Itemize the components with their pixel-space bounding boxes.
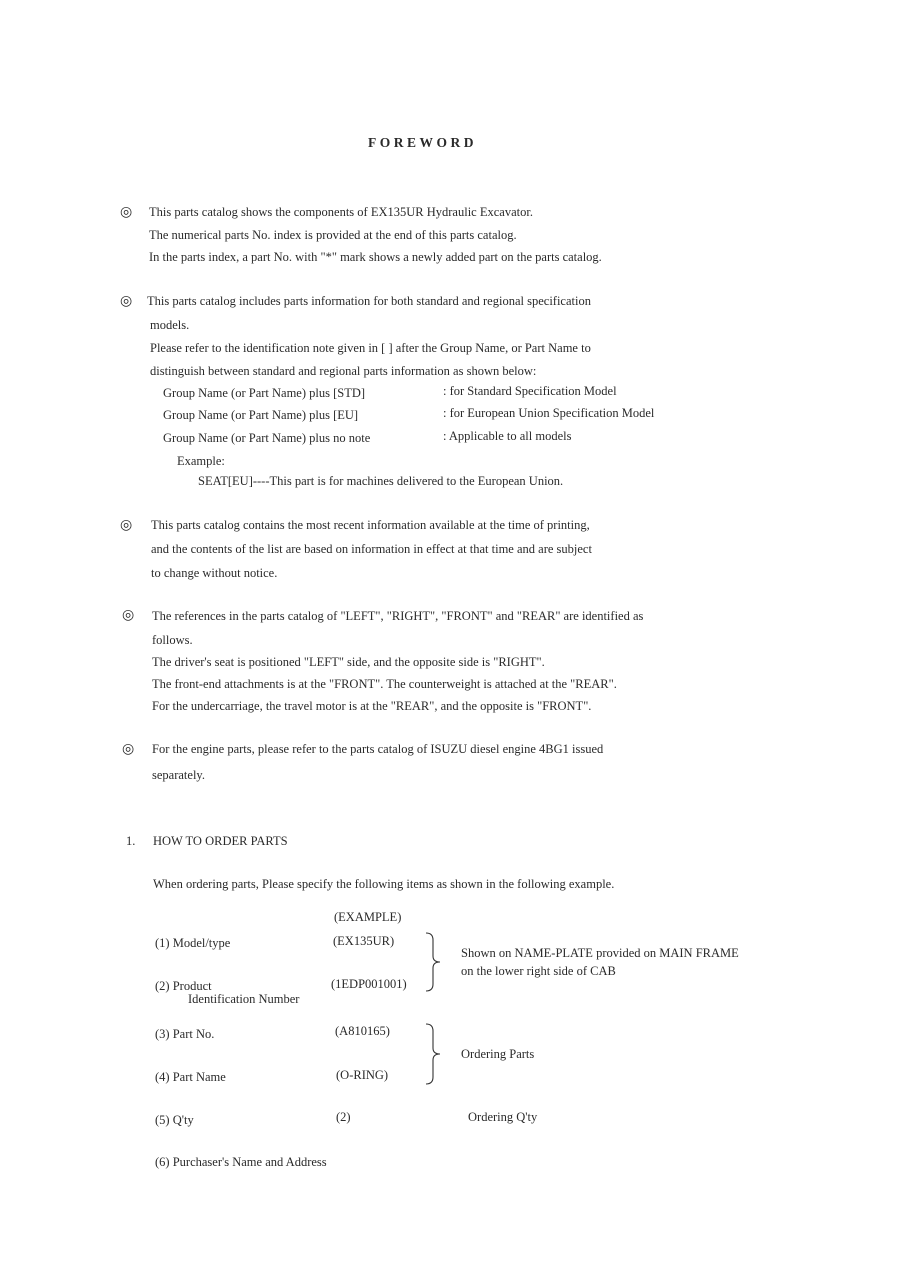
bullet-icon: ◎ [122, 607, 135, 623]
section-1-line-1: This parts catalog shows the components of EX135UR Hydraulic Excavator. [149, 205, 533, 219]
order-item-value: (O-RING) [336, 1068, 389, 1082]
order-item-value: (A810165) [335, 1024, 390, 1038]
section-2-line-1: This parts catalog includes parts information for both standard and regional specification [147, 294, 591, 308]
spec-row-desc: : for Standard Specification Model [443, 384, 617, 398]
nameplate-note-line-2: on the lower right side of CAB [461, 964, 616, 978]
spec-row-label: Group Name (or Part Name) plus no note [163, 431, 371, 445]
section-4-line-4: The front-end attachments is at the "FRONT". The counterweight is attached at the "REAR". [152, 677, 617, 691]
section-2-line-3: Please refer to the identification note given in [ ] after the Group Name, or Part Name to [150, 341, 591, 355]
order-item-value: (1EDP001001) [331, 977, 407, 991]
spec-row-label: Group Name (or Part Name) plus [EU] [163, 408, 359, 422]
section-3-line-3: to change without notice. [151, 566, 278, 580]
page-title: FOREWORD [368, 135, 477, 150]
order-item-label: (3) Part No. [155, 1027, 215, 1041]
section-2-line-4: distinguish between standard and regional parts information as shown below: [150, 364, 537, 378]
section-4-line-5: For the undercarriage, the travel motor is at the "REAR", and the opposite is "FRONT". [152, 699, 592, 713]
order-item-value: (2) [336, 1110, 351, 1124]
bullet-icon: ◎ [122, 741, 135, 757]
section-heading: HOW TO ORDER PARTS [153, 834, 288, 848]
order-item-label: (2) Product [155, 979, 212, 993]
bullet-icon: ◎ [120, 293, 133, 309]
section-5-line-1: For the engine parts, please refer to the parts catalog of ISUZU diesel engine 4BG1 issued [152, 742, 604, 756]
section-3-line-1: This parts catalog contains the most recent information available at the time of printing, [151, 518, 590, 532]
section-2-line-2: models. [150, 318, 190, 332]
ordering-qty-note: Ordering Q'ty [468, 1110, 538, 1124]
spec-row-desc: : Applicable to all models [443, 429, 572, 443]
section-3-line-2: and the contents of the list are based on information in effect at that time and are subject [151, 542, 592, 556]
bullet-icon: ◎ [120, 517, 133, 533]
section-1-line-3: In the parts index, a part No. with "*" mark shows a newly added part on the parts catalog. [149, 250, 602, 264]
section-1-line-2: The numerical parts No. index is provided at the end of this parts catalog. [149, 228, 517, 242]
example-text: SEAT[EU]----This part is for machines delivered to the European Union. [198, 474, 564, 488]
nameplate-note-line-1: Shown on NAME-PLATE provided on MAIN FRAME [461, 946, 739, 960]
example-label: Example: [177, 454, 225, 468]
ordering-parts-note: Ordering Parts [461, 1047, 535, 1061]
order-item-label: (6) Purchaser's Name and Address [155, 1155, 327, 1169]
example-header: (EXAMPLE) [334, 910, 402, 924]
spec-row-desc: : for European Union Specification Model [443, 406, 655, 420]
section-4-line-1: The references in the parts catalog of "LEFT", "RIGHT", "FRONT" and "REAR" are identified as [152, 609, 644, 623]
brace-icon [424, 932, 444, 992]
order-item-label: (4) Part Name [155, 1070, 226, 1084]
order-intro: When ordering parts, Please specify the following items as shown in the following example. [153, 877, 615, 891]
section-5-line-2: separately. [152, 768, 205, 782]
bullet-icon: ◎ [120, 204, 133, 220]
order-item-label: (1) Model/type [155, 936, 231, 950]
order-item-value: (EX135UR) [333, 934, 395, 948]
order-item-label: (5) Q'ty [155, 1113, 194, 1127]
order-item-label-2: Identification Number [188, 992, 300, 1006]
brace-icon [424, 1023, 444, 1085]
section-4-line-2: follows. [152, 633, 193, 647]
section-number: 1. [126, 834, 136, 848]
section-4-line-3: The driver's seat is positioned "LEFT" side, and the opposite side is "RIGHT". [152, 655, 545, 669]
spec-row-label: Group Name (or Part Name) plus [STD] [163, 386, 366, 400]
